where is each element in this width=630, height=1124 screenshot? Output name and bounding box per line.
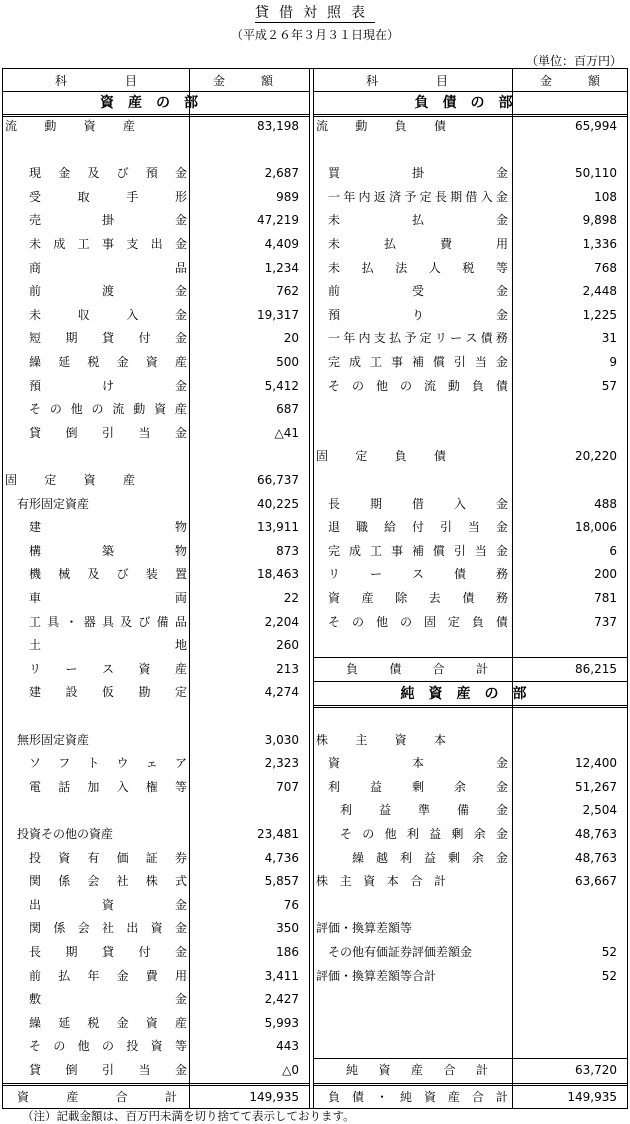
asset-label: 商 品 <box>29 260 187 275</box>
asset-row <box>3 304 309 327</box>
asset-amount: 4,736 <box>264 850 299 865</box>
asset-label: 流 動 資 産 <box>5 119 135 133</box>
liability-amount: 1,336 <box>582 237 617 251</box>
asset-row <box>3 847 309 870</box>
asset-row <box>3 870 309 893</box>
asset-row <box>3 587 309 610</box>
liability-label: そ の 他 利 益 剰 余 金 <box>340 827 508 841</box>
liability-row <box>314 941 627 964</box>
asset-row <box>3 941 309 964</box>
asset-label: 機 械 及 び 装 置 <box>29 567 187 582</box>
liability-amount: 63,720 <box>575 1063 617 1077</box>
liability-label: そ の 他 の 固 定 負 債 <box>328 614 508 629</box>
liability-amount: 2,504 <box>582 803 617 818</box>
asset-row <box>3 351 309 374</box>
asset-amount: 13,911 <box>257 520 299 535</box>
asset-amount: 4,274 <box>264 685 299 700</box>
liability-label: 未 払 金 <box>328 213 508 228</box>
liability-label: 利 益 剰 余 金 <box>328 779 508 794</box>
asset-row <box>3 894 309 917</box>
liability-label: 固 定 負 債 <box>316 449 446 464</box>
document-title: 貸借対照表 <box>255 5 375 21</box>
asset-label: 建 物 <box>29 520 187 535</box>
asset-row <box>3 563 309 586</box>
liability-amount: 781 <box>594 591 617 605</box>
asset-label: 受 取 手 形 <box>29 189 187 204</box>
asset-amount: 3,411 <box>264 968 299 983</box>
liability-row <box>314 162 627 185</box>
liability-row <box>314 280 627 303</box>
liability-amount: 48,763 <box>575 850 617 865</box>
liability-row <box>314 847 627 870</box>
liability-row <box>314 304 627 327</box>
liability-amount: 12,400 <box>575 756 617 771</box>
liability-label: そ の 他 の 流 動 負 債 <box>328 378 508 393</box>
asset-label: 長 期 貸 付 金 <box>29 945 187 959</box>
asset-row <box>3 327 309 350</box>
asset-label: 構 築 物 <box>29 543 187 558</box>
liability-row <box>314 327 627 350</box>
liability-label: 資 産 除 去 債 務 <box>328 591 508 605</box>
liability-row <box>314 186 627 209</box>
asset-row <box>3 1059 309 1082</box>
asset-label: 貸 倒 引 当 金 <box>29 425 187 440</box>
asset-amount: 2,427 <box>264 992 299 1007</box>
asset-label: 関 係 会 社 株 式 <box>29 874 187 889</box>
asset-row <box>3 776 309 799</box>
liability-amount: 86,215 <box>575 661 617 676</box>
asset-row <box>3 823 309 846</box>
total-liabilities-net-assets-amount: 149,935 <box>567 1090 617 1104</box>
liability-label: 評価・換算差額等 <box>316 921 413 936</box>
liability-amount: 63,667 <box>575 874 617 889</box>
asset-amount: 18,463 <box>257 567 299 582</box>
liability-amount: 737 <box>594 614 617 629</box>
asset-row <box>3 611 309 634</box>
asset-label: 短 期 貸 付 金 <box>29 331 187 346</box>
asset-amount: 443 <box>276 1039 299 1054</box>
asset-label: 敷 金 <box>29 992 187 1007</box>
liability-row <box>314 563 627 586</box>
asset-label: 関 係 会 社 出 資 金 <box>29 921 187 936</box>
liability-label: 負 債 合 計 <box>346 661 488 676</box>
liability-row <box>314 776 627 799</box>
asset-amount: 186 <box>276 945 299 959</box>
asset-label: 電 話 加 入 権 等 <box>29 779 187 794</box>
liability-amount: 52 <box>601 968 617 983</box>
liability-row <box>314 540 627 563</box>
liability-label: 完 成 工 事 補 償 引 当 金 <box>328 355 508 369</box>
asset-label: 現 金 及 び 預 金 <box>29 166 187 181</box>
asset-amount: 2,204 <box>264 614 299 629</box>
asset-amount: 873 <box>276 543 299 558</box>
total-assets-amount: 149,935 <box>249 1090 299 1104</box>
asset-row <box>3 162 309 185</box>
asset-label: 投資その他の資産 <box>17 827 114 841</box>
liability-row <box>314 587 627 610</box>
liability-label: 資 本 金 <box>328 756 508 771</box>
liability-label: 長 期 借 入 金 <box>328 496 508 511</box>
liability-label: 前 受 金 <box>328 284 508 299</box>
asset-label: リ ー ス 資 産 <box>29 661 187 676</box>
liability-row <box>314 870 627 893</box>
asset-row <box>3 1035 309 1058</box>
liability-row <box>314 917 627 940</box>
asset-label: 無形固定資産 <box>17 732 90 747</box>
liability-label: 預 り 金 <box>328 307 508 322</box>
liability-row <box>314 516 627 539</box>
asset-label: 有形固定資産 <box>17 496 90 511</box>
liability-row <box>314 965 627 988</box>
liability-amount: 6 <box>609 543 617 558</box>
asset-row <box>3 540 309 563</box>
asset-amount: 3,030 <box>264 732 299 747</box>
asset-label: 車 両 <box>29 591 187 605</box>
asset-label: 出 資 金 <box>29 897 187 912</box>
liability-label: 退 職 給 付 引 当 金 <box>328 520 508 535</box>
liability-label: 利 益 準 備 金 <box>340 803 508 818</box>
liability-label: その他有価証券評価差額金 <box>328 945 473 959</box>
asset-label: 売 掛 金 <box>29 213 187 228</box>
asset-amount: 66,737 <box>257 473 299 487</box>
asset-amount: 989 <box>276 189 299 204</box>
total-assets-label: 資 産 合 計 <box>17 1090 177 1104</box>
asset-amount: △41 <box>274 425 299 440</box>
asset-row <box>3 375 309 398</box>
asset-amount: 5,412 <box>264 378 299 393</box>
asset-row <box>3 681 309 704</box>
liability-amount: 57 <box>601 378 617 393</box>
liability-amount: 31 <box>601 331 617 346</box>
liabilities-column <box>313 69 627 1108</box>
liability-amount: 108 <box>594 189 617 204</box>
asset-row <box>3 422 309 445</box>
asset-amount: 2,323 <box>264 756 299 771</box>
liability-label: 株 主 資 本 合 計 <box>316 874 446 889</box>
liability-label: 株 主 資 本 <box>316 732 446 747</box>
asset-row <box>3 1012 309 1035</box>
liability-amount: 18,006 <box>575 520 617 535</box>
liability-row <box>314 375 627 398</box>
asset-amount: 762 <box>276 284 299 299</box>
asset-amount: 5,857 <box>264 874 299 889</box>
asset-row <box>3 398 309 421</box>
liability-label: 一 年 内 支 払 予 定 リ ー ス 債 務 <box>328 331 508 346</box>
liability-amount: 488 <box>594 496 617 511</box>
liability-amount <box>517 729 617 752</box>
asset-label: そ の 他 の 投 資 等 <box>29 1039 187 1054</box>
liability-amount: 52 <box>601 945 617 959</box>
asset-row <box>3 257 309 280</box>
liability-row <box>314 729 627 752</box>
liability-amount: 9 <box>609 355 617 369</box>
liability-row <box>314 257 627 280</box>
asset-amount: △0 <box>282 1063 299 1077</box>
asset-amount: 213 <box>276 661 299 676</box>
asset-row <box>3 988 309 1011</box>
liability-row <box>314 209 627 232</box>
liability-label: 完 成 工 事 補 償 引 当 金 <box>328 543 508 558</box>
liability-label: 買 掛 金 <box>328 166 508 181</box>
liability-amount: 2,448 <box>582 284 617 299</box>
right-header-item: 科 目 <box>366 74 448 88</box>
asset-label: そ の 他 の 流 動 資 産 <box>29 402 187 417</box>
asset-row <box>3 280 309 303</box>
asset-label: 土 地 <box>29 638 187 653</box>
liability-label: リ ー ス 債 務 <box>328 567 508 582</box>
liability-amount: 768 <box>594 260 617 275</box>
asset-amount: 1,234 <box>264 260 299 275</box>
asset-label: 未 成 工 事 支 出 金 <box>29 237 187 251</box>
asset-label: 前 払 年 金 費 用 <box>29 968 187 983</box>
liability-row <box>314 823 627 846</box>
asset-row <box>3 752 309 775</box>
asset-amount: 5,993 <box>264 1015 299 1030</box>
asset-row <box>3 729 309 752</box>
asset-amount: 260 <box>276 638 299 653</box>
asset-amount: 40,225 <box>257 496 299 511</box>
section-liabilities: 負債の部 <box>414 95 527 111</box>
asset-amount: 22 <box>283 591 299 605</box>
asset-amount: 23,481 <box>257 827 299 841</box>
total-liabilities-net-assets-label: 負 債 ・ 純 資 産 合 計 <box>328 1090 508 1104</box>
total-liabilities-net-assets <box>314 1086 627 1109</box>
asset-row <box>3 233 309 256</box>
liability-row <box>314 752 627 775</box>
liability-amount: 51,267 <box>575 779 617 794</box>
liability-amount: 20,220 <box>575 449 617 464</box>
assets-column <box>3 69 310 1108</box>
asset-row <box>3 469 309 492</box>
left-header-item: 科 目 <box>55 74 137 88</box>
asset-row <box>3 917 309 940</box>
asset-label: 繰 延 税 金 資 産 <box>29 355 187 369</box>
asset-row <box>3 115 309 138</box>
asset-label: 固 定 資 産 <box>5 473 135 487</box>
liability-label: 未 払 費 用 <box>328 237 508 251</box>
liability-amount: 48,763 <box>575 827 617 841</box>
asset-row <box>3 965 309 988</box>
liability-row <box>314 1059 627 1082</box>
balance-sheet-table <box>2 68 628 1109</box>
asset-label: 投 資 有 価 証 券 <box>29 850 187 865</box>
liability-row <box>314 115 627 138</box>
asset-amount: 76 <box>283 897 299 912</box>
asset-amount: 47,219 <box>257 213 299 228</box>
asset-amount: 687 <box>276 402 299 417</box>
asset-label: 繰 延 税 金 資 産 <box>29 1015 187 1030</box>
liability-row <box>314 658 627 681</box>
liability-row <box>314 799 627 822</box>
liability-label: 純 資 産 合 計 <box>346 1063 488 1077</box>
liability-amount: 9,898 <box>582 213 617 228</box>
asset-label: 工 具 ・ 器 具 及 び 備 品 <box>29 614 187 629</box>
liability-amount: 1,225 <box>582 307 617 322</box>
asset-label: 預 け 金 <box>29 378 187 393</box>
liability-label: 未 払 法 人 税 等 <box>328 260 508 275</box>
asset-row <box>3 186 309 209</box>
liability-amount: 200 <box>594 567 617 582</box>
asset-label: 未 収 入 金 <box>29 307 187 322</box>
liability-row <box>314 233 627 256</box>
liability-row <box>314 493 627 516</box>
total-assets <box>3 1086 309 1109</box>
asset-row <box>3 493 309 516</box>
asset-amount: 20 <box>283 331 299 346</box>
asset-label: 貸 倒 引 当 金 <box>29 1063 187 1077</box>
asset-amount: 500 <box>276 355 299 369</box>
asset-label: ソ フ ト ウ ェ ア <box>29 756 187 771</box>
liability-label: 一 年 内 返 済 予 定 長 期 借 入 金 <box>328 189 508 204</box>
document-date: （平成２６年３月３１日現在） <box>230 28 399 42</box>
left-header-amount: 金 額 <box>213 74 273 88</box>
section-net-assets: 純資産の部 <box>400 686 541 703</box>
liability-row <box>314 445 627 468</box>
liability-row <box>314 611 627 634</box>
asset-amount: 2,687 <box>264 166 299 181</box>
liability-label: 繰 越 利 益 剰 余 金 <box>352 850 508 865</box>
asset-row <box>3 516 309 539</box>
asset-row <box>3 634 309 657</box>
liability-amount: 65,994 <box>575 119 617 133</box>
unit-label: （単位：百万円） <box>525 54 622 68</box>
asset-row <box>3 658 309 681</box>
asset-amount: 350 <box>276 921 299 936</box>
asset-label: 前 渡 金 <box>29 284 187 299</box>
liability-label: 評価・換算差額等合計 <box>316 968 437 983</box>
asset-label: 建 設 仮 勘 定 <box>29 685 187 700</box>
liability-amount: 50,110 <box>575 166 617 181</box>
asset-row <box>3 209 309 232</box>
liability-label: 流 動 負 債 <box>316 119 446 133</box>
liability-amount <box>517 917 617 940</box>
asset-amount: 83,198 <box>257 119 299 133</box>
liability-row <box>314 351 627 374</box>
asset-amount: 4,409 <box>264 237 299 251</box>
footnote: （注）記載金額は、百万円未満を切り捨てて表示しております。 <box>22 1109 355 1123</box>
asset-amount: 707 <box>276 779 299 794</box>
asset-amount: 19,317 <box>257 307 299 322</box>
right-header-amount: 金 額 <box>540 74 600 88</box>
section-assets: 資産の部 <box>100 95 212 111</box>
